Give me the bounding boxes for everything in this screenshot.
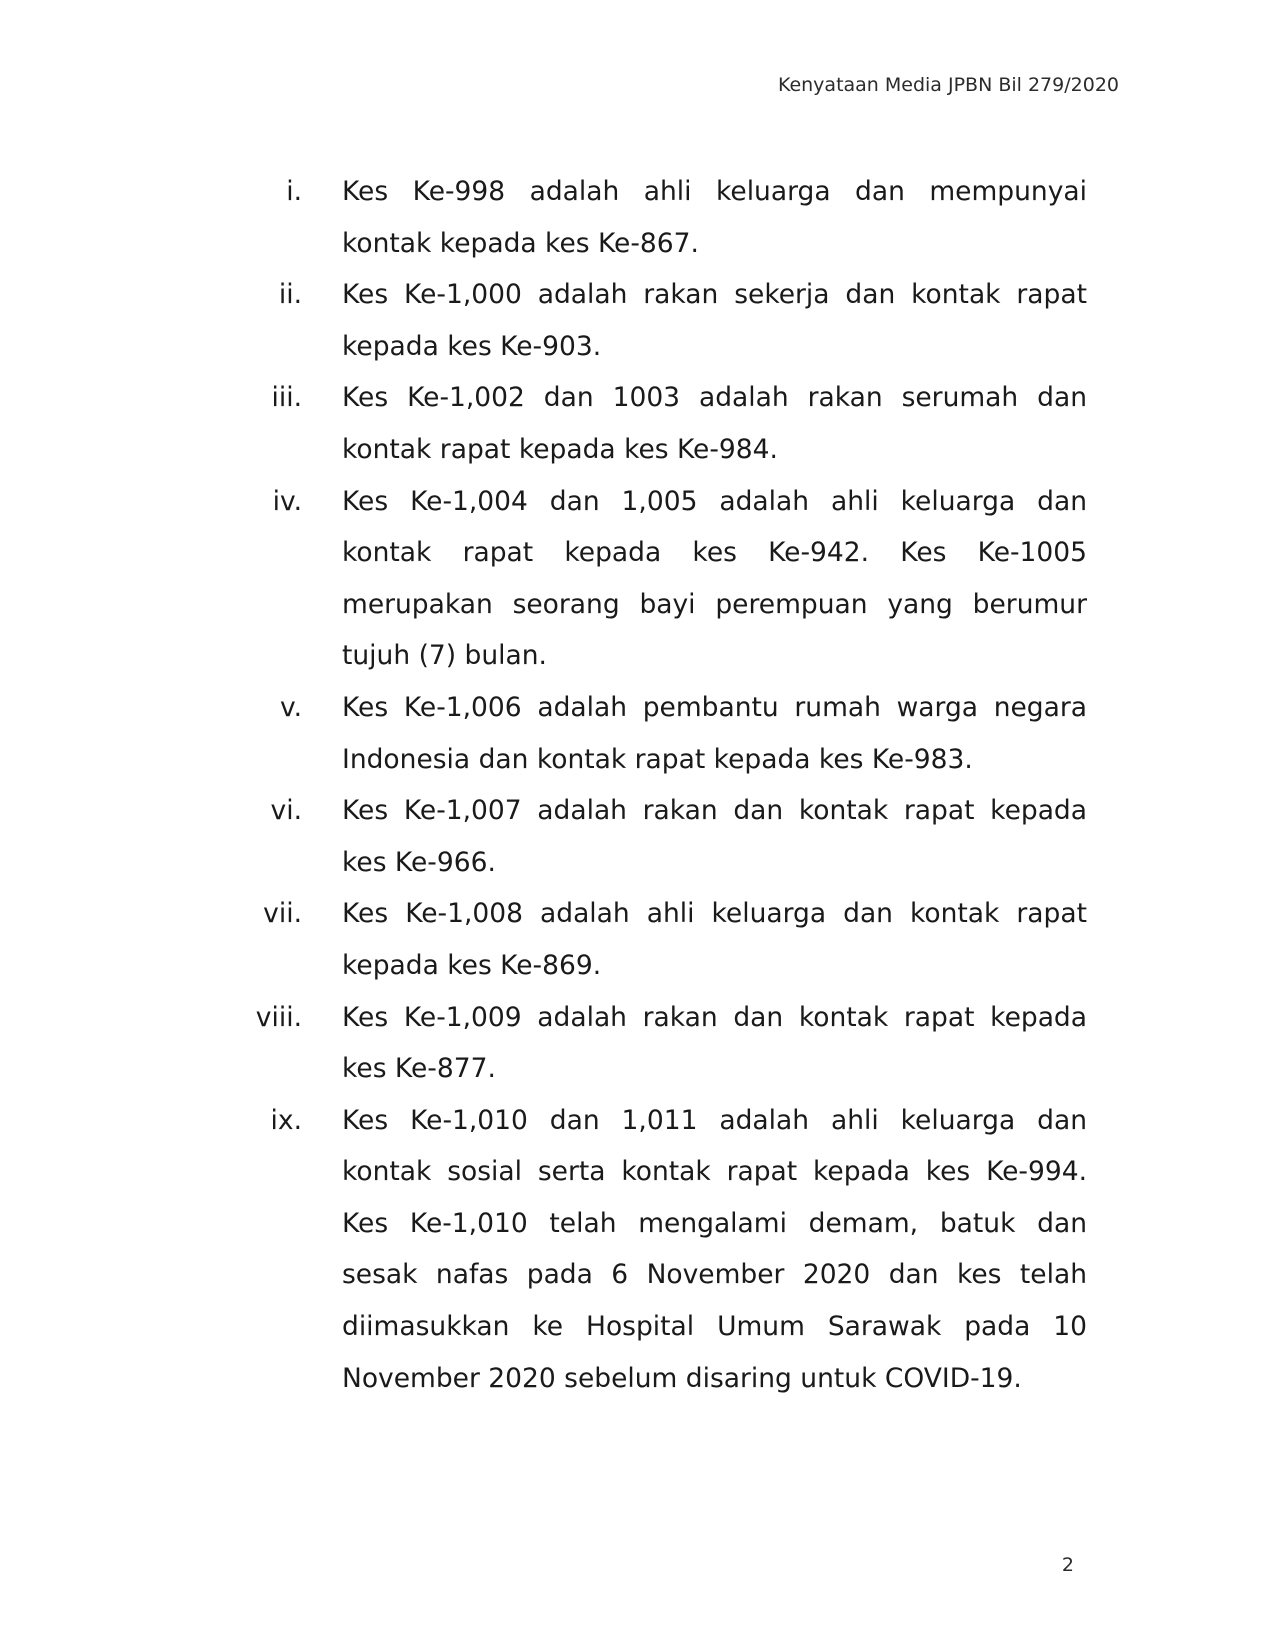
list-item-text: Kes Ke-1,010 dan 1,011 adalah ahli keluarga dan kontak sosial serta kontak rapat kepada kes Ke-994. Kes Ke-1,010 telah mengalami demam, batuk dan sesak nafas pada 6 November 2020 dan kes telah diimasukkan ke Hospital Umum Sarawak pada 10 November 2020 sebelum disaring untuk COVID-19. [342,1104,1087,1394]
list-item [240,682,1090,785]
list-item [240,372,1090,475]
list-item-number: iv. [272,485,302,517]
list-item-number: i. [286,176,302,207]
list-item-number: vi. [270,795,302,827]
list-item [240,476,1090,682]
list-item [240,785,1090,888]
list-item [240,992,1090,1095]
list-item-number: iii. [271,382,302,414]
list-item [240,166,1090,269]
list-item-number: vii. [263,898,302,930]
list-item-text: Kes Ke-1,007 adalah rakan dan kontak rapat kepada kes Ke-966. [342,795,1087,878]
list-item-text: Kes Ke-1,008 adalah ahli keluarga dan kontak rapat kepada kes Ke-869. [342,898,1087,981]
list-item-number: v. [279,691,302,723]
list-item-number: viii. [255,1001,302,1033]
page-number: 2 [1061,1554,1074,1576]
list-item [240,1095,1090,1405]
case-list [240,166,1090,1404]
list-item-text: Kes Ke-1,002 dan 1003 adalah rakan serumah dan kontak rapat kepada kes Ke-984. [342,382,1087,465]
list-item-number: ii. [278,279,302,311]
list-item-text: Kes Ke-1,009 adalah rakan dan kontak rapat kepada kes Ke-877. [342,1001,1087,1085]
document-reference-header: Kenyataan Media JPBN Bil 279/2020 [777,74,1119,96]
list-item-text: Kes Ke-998 adalah ahli keluarga dan mempunyai kontak kepada kes Ke-867. [342,176,1087,259]
list-item-number: ix. [270,1104,302,1136]
list-item [240,269,1090,372]
list-item [240,888,1090,991]
list-item-text: Kes Ke-1,004 dan 1,005 adalah ahli keluarga dan kontak rapat kepada kes Ke-942. Kes Ke-1005 merupakan seorang bayi perempuan yang berumur tujuh (7) bulan. [342,485,1087,672]
list-item-text: Kes Ke-1,006 adalah pembantu rumah warga negara Indonesia dan kontak rapat kepada kes Ke-983. [342,691,1087,775]
list-item-text: Kes Ke-1,000 adalah rakan sekerja dan kontak rapat kepada kes Ke-903. [342,279,1087,362]
